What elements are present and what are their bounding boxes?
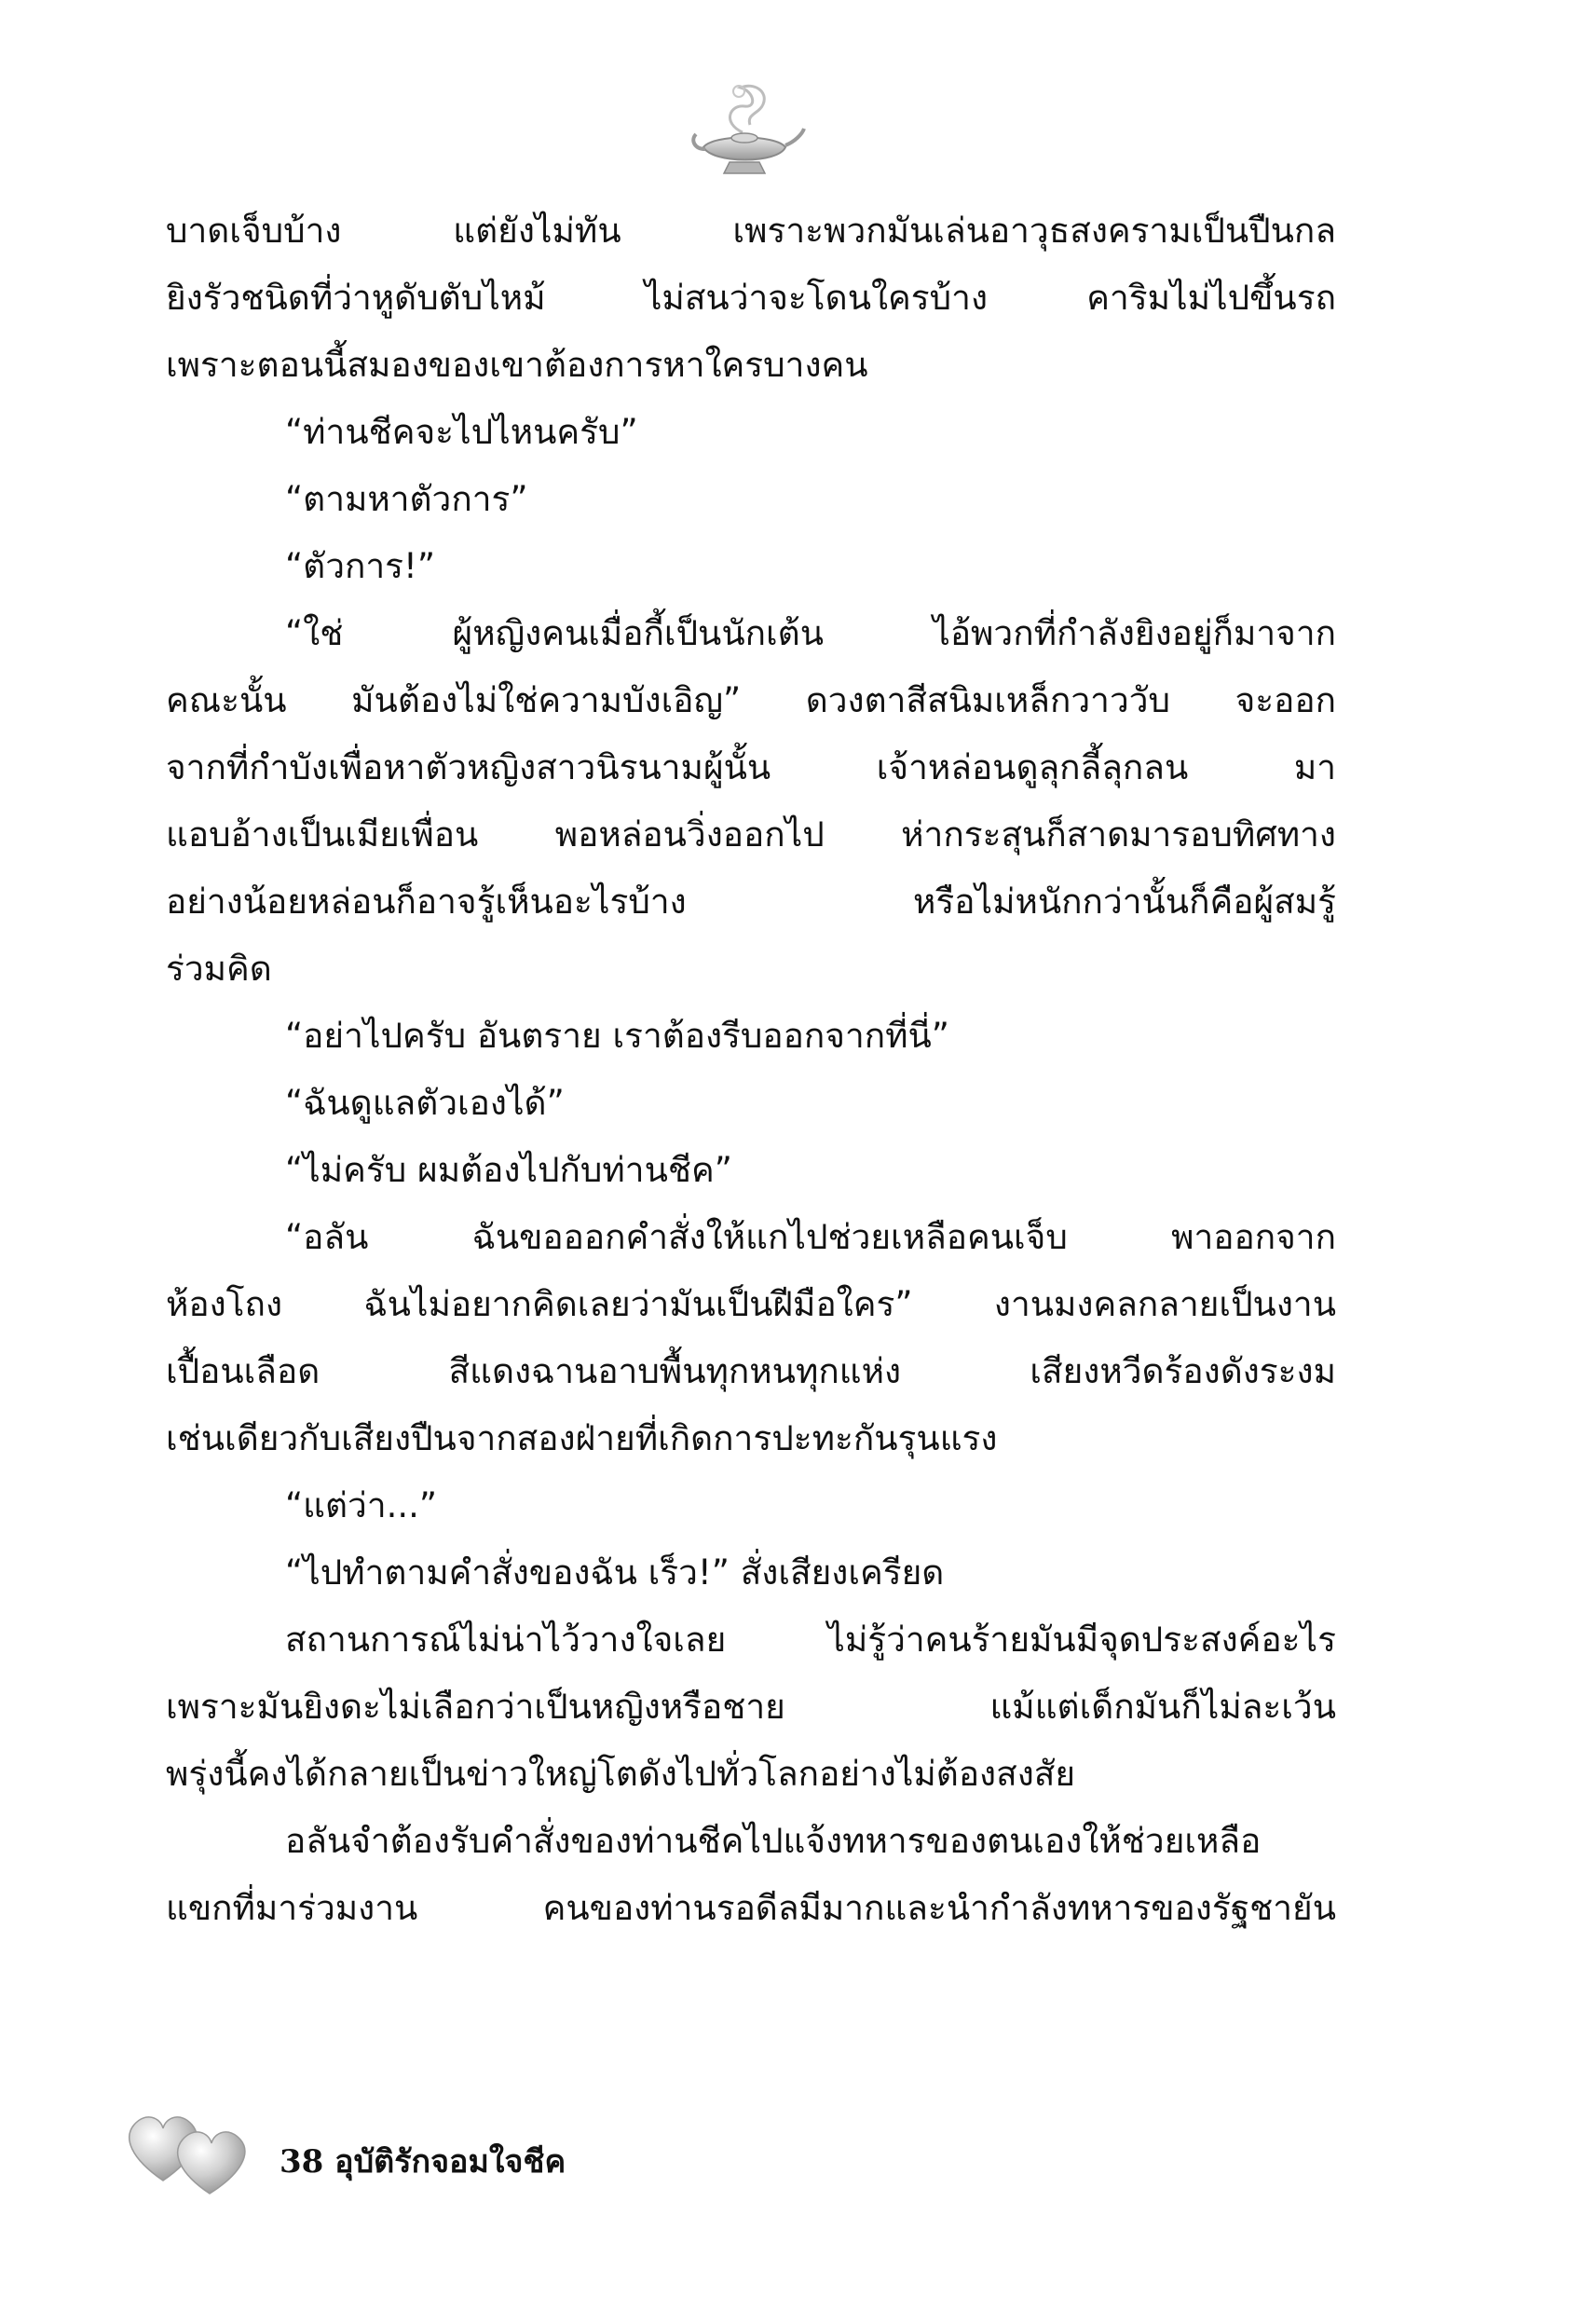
text-line: “ตัวการ!” [285, 546, 436, 586]
text-line: แขกที่มาร่วมงาน คนของท่านรอดีลมีมากและนำกำลังทหารของรัฐชายัน [166, 1888, 1336, 1928]
text-line: เพราะตอนนี้สมองของเขาต้องการหาใครบางคน [166, 345, 868, 385]
text-line: “ใช่ ผู้หญิงคนเมื่อกี้เป็นนักเต้น ไอ้พวกที่กำลังยิงอยู่ก็มาจาก [285, 613, 1336, 653]
text-line: “ไปทำตามคำสั่งของฉัน เร็ว!” สั่งเสียงเครียด [285, 1552, 945, 1593]
text-line: อย่างน้อยหล่อนก็อาจรู้เห็นอะไรบ้าง หรือไม่หนักกว่านั้นก็คือผู้สมรู้ [166, 882, 1336, 922]
book-title: อุบัติรักจอมใจชีค [334, 2143, 566, 2181]
page-footer [121, 2097, 680, 2208]
text-line: “ฉันดูแลตัวเองได้” [285, 1083, 565, 1123]
genie-lamp-icon [685, 75, 806, 186]
text-line: “ท่านชีคจะไปไหนครับ” [285, 412, 638, 452]
text-line: เช่นเดียวกับเสียงปืนจากสองฝ่ายที่เกิดการปะทะกันรุนแรง [166, 1418, 998, 1458]
text-line: ร่วมคิด [166, 949, 272, 989]
text-line: ยิงรัวชนิดที่ว่าหูดับตับไหม้ ไม่สนว่าจะโดนใครบ้าง คาริมไม่ไปขึ้นรถ [166, 278, 1336, 318]
text-line: “อย่าไปครับ อันตราย เราต้องรีบออกจากที่นี่” [285, 1016, 949, 1056]
text-line: แอบอ้างเป็นเมียเพื่อน พอหล่อนวิ่งออกไป ห่ากระสุนก็สาดมารอบทิศทาง [166, 814, 1336, 855]
text-line: พรุ่งนี้คงได้กลายเป็นข่าวใหญ่โตดังไปทั่วโลกอย่างไม่ต้องสงสัย [166, 1754, 1076, 1794]
text-line: สถานการณ์ไม่น่าไว้วางใจเลย ไม่รู้ว่าคนร้ายมันมีจุดประสงค์อะไร [285, 1620, 1336, 1660]
text-line: คณะนั้น มันต้องไม่ใช่ความบังเอิญ” ดวงตาสีสนิมเหล็กวาววับ จะออก [166, 680, 1336, 720]
text-line: เปื้อนเลือด สีแดงฉานอาบพื้นทุกหนทุกแห่ง เสียงหวีดร้องดังระงม [166, 1351, 1336, 1391]
page-number: 38 [280, 2143, 324, 2181]
text-line: จากที่กำบังเพื่อหาตัวหญิงสาวนิรนามผู้นั้น เจ้าหล่อนดูลุกลี้ลุกลน มา [166, 747, 1336, 787]
footer-label [280, 2136, 566, 2186]
text-line: ห้องโถง ฉันไม่อยากคิดเลยว่ามันเป็นฝีมือใคร” งานมงคลกลายเป็นงาน [166, 1284, 1336, 1324]
text-line: “อลัน ฉันขอออกคำสั่งให้แกไปช่วยเหลือคนเจ็บ พาออกจาก [285, 1217, 1336, 1257]
text-line: บาดเจ็บบ้าง แต่ยังไม่ทัน เพราะพวกมันเล่นอาวุธสงครามเป็นปืนกล [166, 211, 1336, 251]
text-line: “ไม่ครับ ผมต้องไปกับท่านชีค” [285, 1150, 732, 1190]
text-line: อลันจำต้องรับคำสั่งของท่านชีคไปแจ้งทหารของตนเองให้ช่วยเหลือ [285, 1821, 1262, 1861]
text-line: “ตามหาตัวการ” [285, 479, 528, 519]
text-line: “แต่ว่า...” [285, 1485, 438, 1525]
text-line: เพราะมันยิงดะไม่เลือกว่าเป็นหญิงหรือชาย แม้แต่เด็กมันก็ไม่ละเว้น [166, 1687, 1336, 1727]
hearts-icon [121, 2097, 261, 2199]
body-text [166, 198, 1336, 1942]
